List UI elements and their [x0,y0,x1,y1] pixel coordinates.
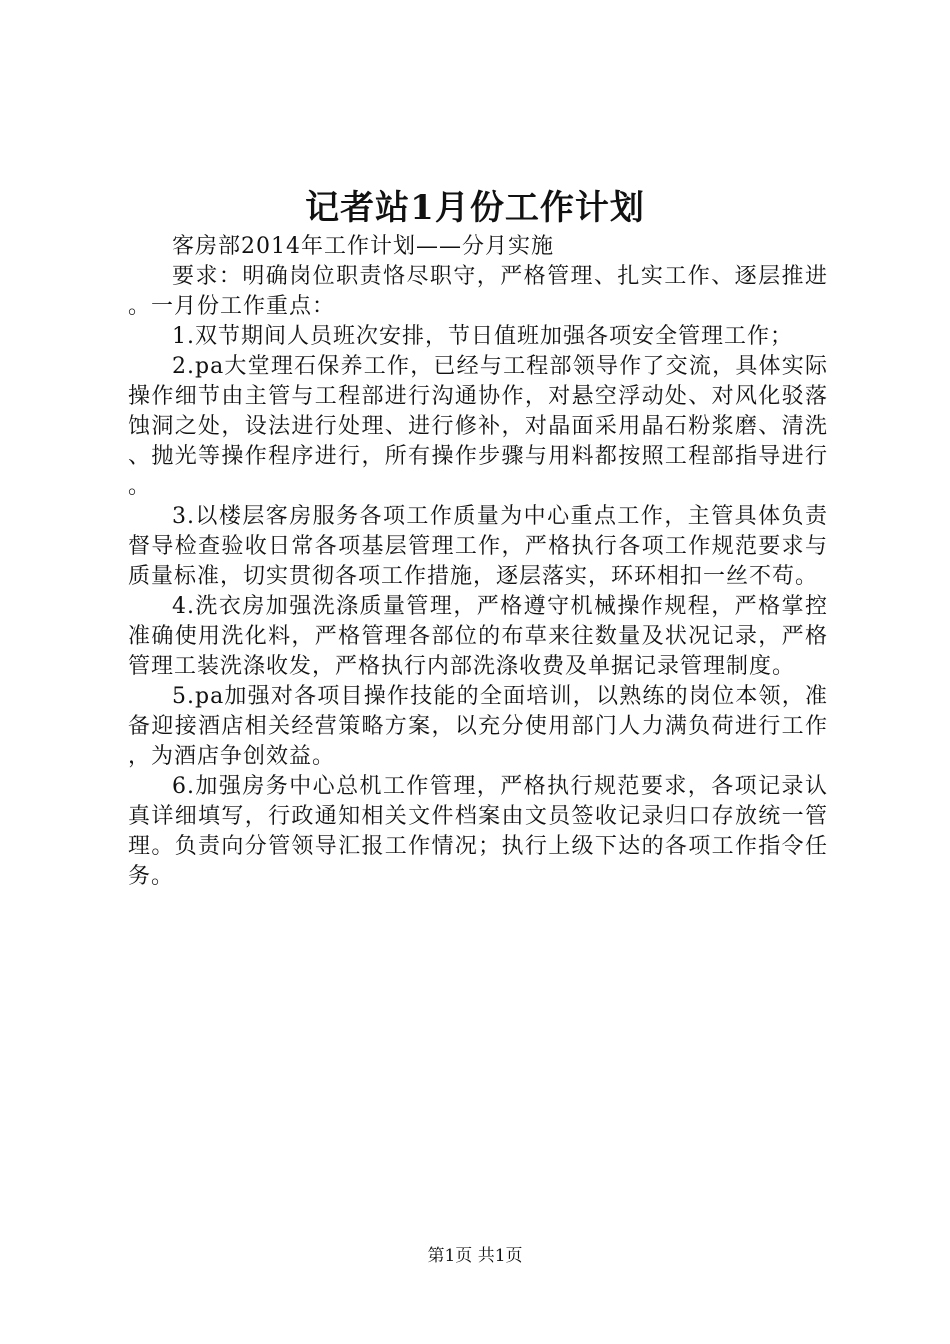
paragraph-item-4: 4.洗衣房加强洗涤质量管理，严格遵守机械操作规程，严格掌控准确使用洗化料，严格管理各部位的布草来往数量及状况记录，严格管理工装洗涤收发，严格执行内部洗涤收费及单据记录管理制度。 [128,594,828,679]
paragraph-item-3: 3.以楼层客房服务各项工作质量为中心重点工作，主管具体负责督导检查验收日常各项基层管理工作，严格执行各项工作规范要求与质量标准，切实贯彻各项工作措施，逐层落实，环环相扣一丝不苟。 [128,504,828,589]
paragraph-item-1: 1.双节期间人员班次安排，节日值班加强各项安全管理工作； [172,324,793,349]
document-body [128,232,828,892]
paragraph-item-6: 6.加强房务中心总机工作管理，严格执行规范要求，各项记录认真详细填写，行政通知相关文件档案由文员签收记录归口存放统一管理。负责向分管领导汇报工作情况；执行上级下达的各项工作指令任务。 [128,774,828,889]
paragraph-subtitle: 客房部2014年工作计划——分月实施 [172,234,554,259]
paragraph-item-2: 2.pa大堂理石保养工作，已经与工程部领导作了交流，具体实际操作细节由主管与工程部进行沟通协作，对悬空浮动处、对风化驳落蚀洞之处，设法进行处理、进行修补，对晶面采用晶石粉浆磨、清洗、抛光等操作程序进行，所有操作步骤与用料都按照工程部指导进行。 [128,354,828,499]
paragraph-requirements: 要求：明确岗位职责恪尽职守，严格管理、扎实工作、逐层推进。一月份工作重点： [128,264,828,319]
page-footer: 第1页 共1页 [427,1246,523,1266]
paragraph-item-5: 5.pa加强对各项目操作技能的全面培训，以熟练的岗位本领，准备迎接酒店相关经营策略方案，以充分使用部门人力满负荷进行工作，为酒店争创效益。 [128,684,828,769]
document-title: 记者站1月份工作计划 [305,188,645,228]
